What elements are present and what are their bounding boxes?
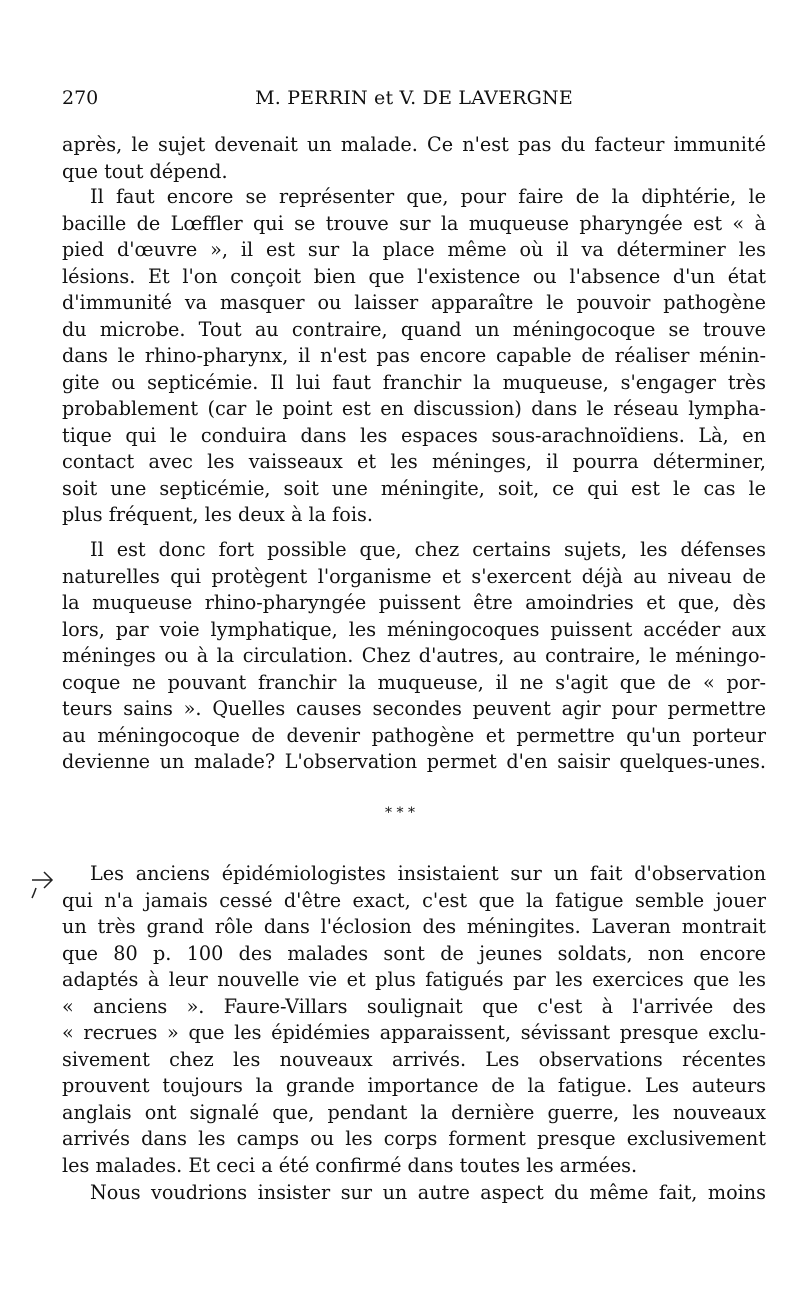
text-line: d'immunité va masquer ou laisser apparaître le pouvoir pathogène bbox=[62, 291, 766, 314]
text-line: prouvent toujours la grande importance de la fatigue. Les auteurs bbox=[62, 1074, 766, 1097]
text-line: après, le sujet devenait un malade. Ce n'est pas du facteur immunité bbox=[62, 133, 766, 156]
header-authors: M. PERRIN et V. DE LAVERGNE bbox=[255, 87, 573, 109]
text-line: arrivés dans les camps ou les corps forment presque exclusivement bbox=[62, 1127, 766, 1150]
text-line: la muqueuse rhino-pharyngée puissent être amoindries et que, dès bbox=[62, 591, 766, 614]
paragraph bbox=[62, 184, 766, 529]
handwritten-arrow-icon bbox=[30, 866, 60, 906]
text-line: soit une septicémie, soit une méningite, soit, ce qui est le cas le bbox=[62, 476, 766, 500]
text-line: plus fréquent, les deux à la fois. bbox=[62, 503, 373, 526]
text-line: Il faut encore se représenter que, pour faire de la diphtérie, le bbox=[90, 185, 766, 208]
running-head bbox=[62, 87, 766, 111]
text-line: lors, par voie lymphatique, les méningocoques puissent accéder aux bbox=[62, 617, 766, 641]
text-line: devienne un malade? L'observation permet d'en saisir quelques-unes. bbox=[62, 750, 766, 773]
text-line: bacille de Lœffler qui se trouve sur la muqueuse pharyngée est « à bbox=[62, 211, 766, 235]
text-line: coque ne pouvant franchir la muqueuse, il ne s'agit que de « por- bbox=[62, 670, 766, 694]
text-line: adaptés à leur nouvelle vie et plus fatigués par les exercices que les bbox=[62, 968, 766, 991]
text-line: sivement chez les nouveaux arrivés. Les observations récentes bbox=[62, 1047, 766, 1071]
text-line: anglais ont signalé que, pendant la dernière guerre, les nouveaux bbox=[62, 1100, 766, 1124]
text-line: tique qui le conduira dans les espaces sous-arachnoïdiens. Là, en bbox=[62, 423, 766, 447]
paragraph-continued bbox=[62, 132, 766, 185]
text-line: naturelles qui protègent l'organisme et s'exercent déjà au niveau de bbox=[62, 564, 766, 588]
text-line: un très grand rôle dans l'éclosion des méningites. Laveran montrait bbox=[62, 915, 766, 938]
text-line: qui n'a jamais cessé d'être exact, c'est que la fatigue semble jouer bbox=[62, 888, 766, 912]
text-line: Il est donc fort possible que, chez certains sujets, les défenses bbox=[90, 538, 766, 561]
text-line: que 80 p. 100 des malades sont de jeunes soldats, non encore bbox=[62, 941, 766, 965]
text-line: les malades. Et ceci a été confirmé dans toutes les armées. bbox=[62, 1153, 638, 1177]
text-line: probablement (car le point est en discussion) dans le réseau lympha- bbox=[62, 397, 766, 420]
text-line: « anciens ». Faure-Villars soulignait que c'est à l'arrivée des bbox=[62, 994, 766, 1018]
text-line: Nous voudrions insister sur un autre aspect du même fait, moins bbox=[90, 1181, 766, 1204]
paragraph bbox=[62, 537, 766, 776]
text-line: pied d'œuvre », il est sur la place même où il va déterminer les bbox=[62, 238, 766, 261]
text-line: teurs sains ». Quelles causes secondes peuvent agir pour permettre bbox=[62, 697, 766, 720]
text-line: méninges ou à la circulation. Chez d'autres, au contraire, le méningo- bbox=[62, 644, 766, 667]
section-break-asterism: * * * bbox=[385, 805, 415, 821]
text-line: du microbe. Tout au contraire, quand un méningocoque se trouve bbox=[62, 317, 766, 341]
text-line: « recrues » que les épidémies apparaissent, sévissant presque exclu- bbox=[62, 1021, 766, 1044]
paragraph bbox=[62, 861, 766, 1179]
text-line: que tout dépend. bbox=[62, 159, 228, 183]
text-line: gite ou septicémie. Il lui faut franchir la muqueuse, s'engager très bbox=[62, 370, 766, 394]
paragraph bbox=[62, 1180, 766, 1207]
text-line: contact avec les vaisseaux et les méninges, il pourra déterminer, bbox=[62, 450, 766, 473]
text-line: dans le rhino-pharynx, il n'est pas encore capable de réaliser ménin- bbox=[62, 344, 766, 367]
text-line: au méningocoque de devenir pathogène et permettre qu'un porteur bbox=[62, 723, 766, 747]
page-number: 270 bbox=[62, 87, 99, 109]
text-line: lésions. Et l'on conçoit bien que l'existence ou l'absence d'un état bbox=[62, 264, 766, 288]
text-line: Les anciens épidémiologistes insistaient sur un fait d'observation bbox=[90, 862, 766, 885]
